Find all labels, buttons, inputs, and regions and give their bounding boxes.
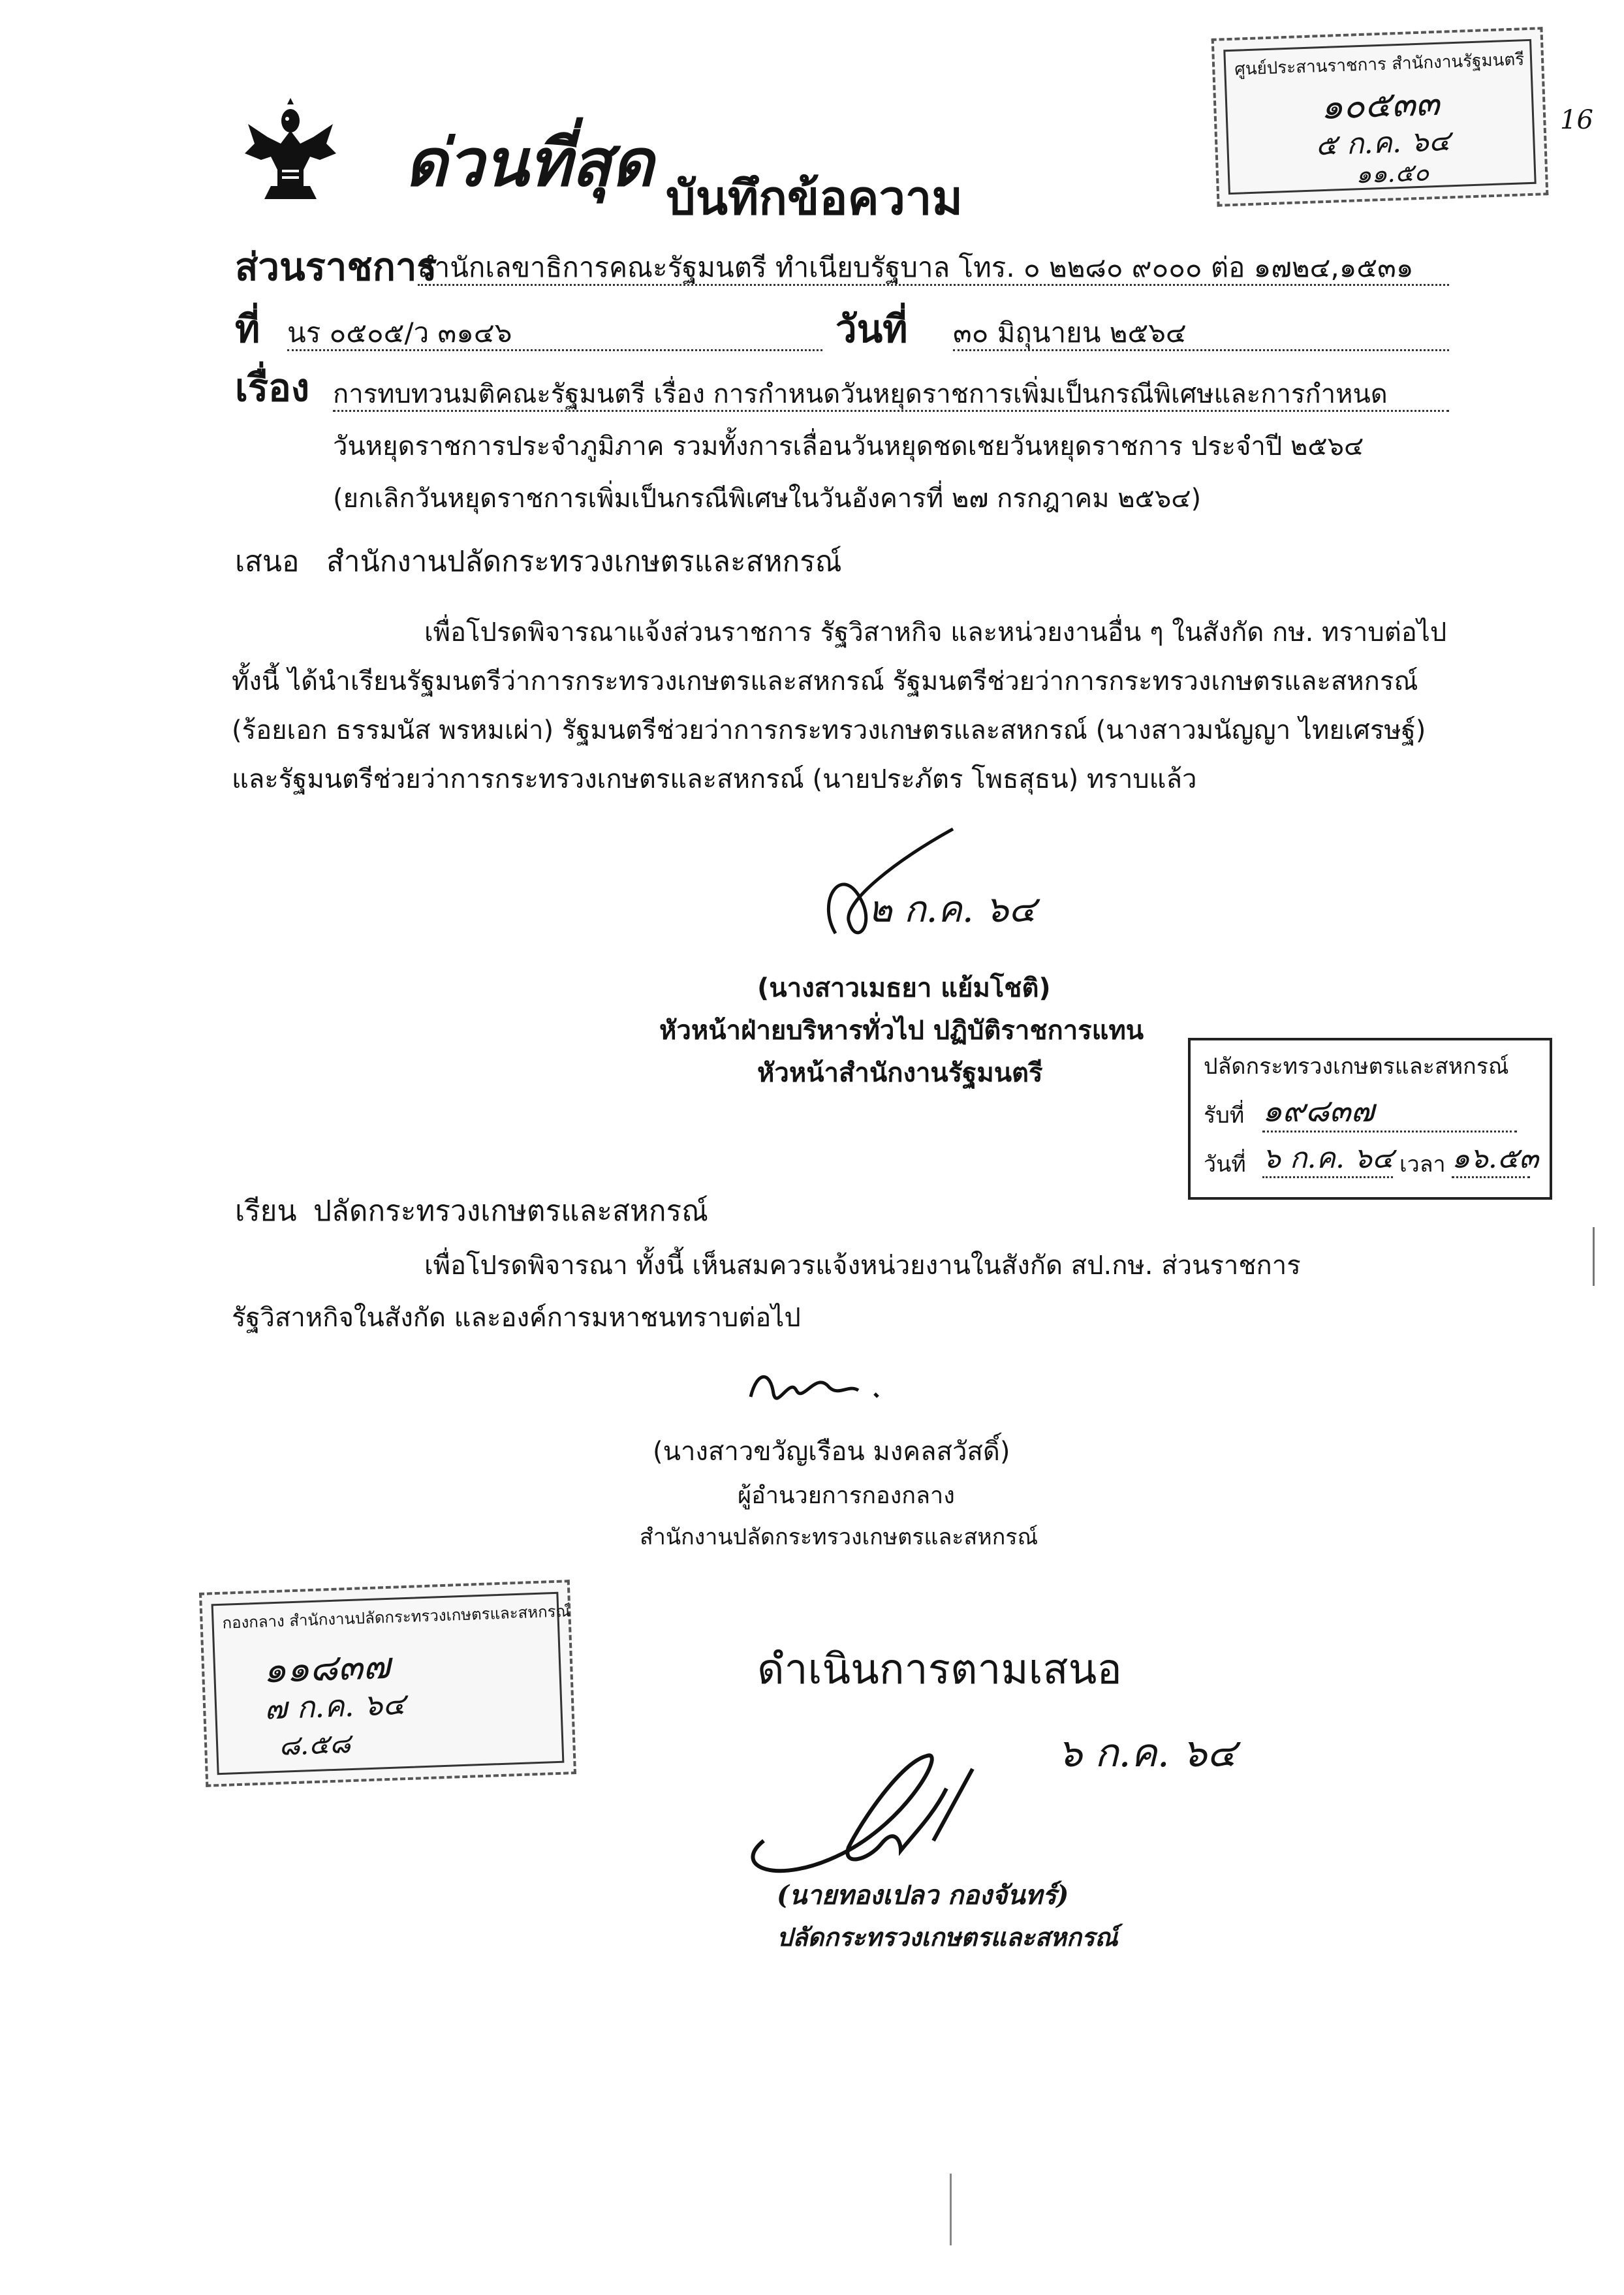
ref-value: นร ๐๕๐๕/ว ๓๑๔๖ <box>287 317 822 351</box>
date-label: วันที่ <box>835 307 908 351</box>
section1-body-2: ทั้งนี้ ได้นำเรียนรัฐมนตรีว่าการกระทรวงเกษตรและสหกรณ์ รัฐมนตรีช่วยว่าการกระทรวงเกษตรและสหกรณ์ <box>232 666 1418 696</box>
scan-mark-right <box>1593 1227 1595 1286</box>
margin-page-number: 16 <box>1560 105 1593 135</box>
stamp-bottom-office: กองกลาง สำนักงานปลัดกระทรวงเกษตรและสหกรณ์ <box>222 1602 571 1632</box>
garuda-emblem-icon <box>242 98 339 202</box>
signer-2-title-2: สำนักงานปลัดกระทรวงเกษตรและสหกรณ์ <box>640 1524 1038 1550</box>
memo-title: บันทึกข้อความ <box>666 170 963 225</box>
signer-1-title-1: หัวหน้าฝ่ายบริหารทั่วไป ปฏิบัติราชการแทน <box>659 1016 1144 1046</box>
dear-label: เรียน <box>235 1194 297 1228</box>
receipt-time-label: เวลา <box>1399 1151 1446 1178</box>
stamp-top-time: ๑๑.๕๐ <box>1355 157 1430 189</box>
receipt-box <box>1188 1038 1552 1200</box>
section1-body-3: (ร้อยเอก ธรรมนัส พรหมเผ่า) รัฐมนตรีช่วยว่าการกระทรวงเกษตรและสหกรณ์ (นางสาวมนัญญา ไทยเศรษฐ์) <box>232 715 1426 745</box>
signature-3-date: ๖ ก.ค. ๖๔ <box>1057 1730 1237 1776</box>
stamp-bottom-time: ๘.๕๘ <box>278 1727 351 1762</box>
stamp-bottom-number: ๑๑๘๓๗ <box>262 1644 391 1692</box>
receipt-time: ๑๖.๕๓ <box>1452 1142 1530 1178</box>
stamp-bottom-date: ๗ ก.ค. ๖๔ <box>264 1686 406 1726</box>
agency-label: ส่วนราชการ <box>235 245 437 289</box>
receipt-number-label: รับที่ <box>1204 1102 1245 1129</box>
ref-label: ที่ <box>235 307 260 351</box>
signature-1-date: ๒ ก.ค. ๖๔ <box>868 888 1037 931</box>
subject-label: เรื่อง <box>235 366 310 410</box>
signature-2 <box>744 1358 901 1416</box>
propose-label: เสนอ <box>235 545 300 578</box>
dear-to: ปลัดกระทรวงเกษตรและสหกรณ์ <box>313 1194 708 1228</box>
section1-body-4: และรัฐมนตรีช่วยว่าการกระทรวงเกษตรและสหกรณ์ (นายประภัตร โพธสุธน) ทราบแล้ว <box>232 764 1197 794</box>
stamp-top-number: ๑๐๕๓๓ <box>1320 82 1441 128</box>
signer-3-title: ปลัดกระทรวงเกษตรและสหกรณ์ <box>777 1922 1118 1952</box>
receipt-title: ปลัดกระทรวงเกษตรและสหกรณ์ <box>1204 1054 1509 1080</box>
stamp-top-office: ศูนย์ประสานราชการ สำนักงานรัฐมนตรี <box>1234 50 1525 80</box>
receipt-number: ๑๙๘๓๗ <box>1262 1093 1517 1132</box>
subject-line-2: วันหยุดราชการประจำภูมิภาค รวมทั้งการเลื่อนวันหยุดชดเชยวันหยุดราชการ ประจำปี ๒๕๖๔ <box>333 431 1364 461</box>
received-stamp-bottom <box>199 1580 576 1787</box>
signer-1-name: (นางสาวเมธยา แย้มโชติ) <box>757 973 1051 1003</box>
agency-value: สำนักเลขาธิการคณะรัฐมนตรี ทำเนียบรัฐบาล โทร. ๐ ๒๒๘๐ ๙๐๐๐ ต่อ ๑๗๒๔,๑๕๓๑ <box>418 251 1449 286</box>
signer-3-name: (นายทองเปลว กองจันทร์) <box>777 1880 1069 1911</box>
signature-3 <box>738 1710 1090 1880</box>
stamp-top-date: ๕ ก.ค. ๖๔ <box>1315 124 1451 163</box>
order-text: ดำเนินการตามเสนอ <box>757 1646 1122 1694</box>
receipt-date: ๖ ก.ค. ๖๔ <box>1262 1142 1393 1178</box>
scan-mark-bottom <box>950 2174 952 2245</box>
received-stamp-top <box>1211 27 1549 207</box>
signer-2-title-1: ผู้อำนวยการกองกลาง <box>738 1482 955 1509</box>
urgency-label: ด่วนที่สุด <box>405 125 654 201</box>
subject-line-1: การทบทวนมติคณะรัฐมนตรี เรื่อง การกำหนดวันหยุดราชการเพิ่มเป็นกรณีพิเศษและการกำหนด <box>333 379 1449 412</box>
section2-body-1: เพื่อโปรดพิจารณา ทั้งนี้ เห็นสมควรแจ้งหน่วยงานในสังกัด สป.กษ. ส่วนราชการ <box>424 1251 1301 1281</box>
receipt-date-label: วันที่ <box>1204 1151 1246 1178</box>
propose-to: สำนักงานปลัดกระทรวงเกษตรและสหกรณ์ <box>326 545 842 578</box>
signer-1-title-2: หัวหน้าสำนักงานรัฐมนตรี <box>757 1058 1043 1088</box>
subject-line-3: (ยกเลิกวันหยุดราชการเพิ่มเป็นกรณีพิเศษในวันอังคารที่ ๒๗ กรกฎาคม ๒๕๖๔) <box>333 484 1202 514</box>
signer-2-name: (นางสาวขวัญเรือน มงคลสวัสดิ์) <box>653 1437 1010 1467</box>
section2-body-2: รัฐวิสาหกิจในสังกัด และองค์การมหาชนทราบต่อไป <box>232 1303 801 1333</box>
date-value: ๓๐ มิถุนายน ๒๕๖๔ <box>953 317 1449 351</box>
section1-body-1: เพื่อโปรดพิจารณาแจ้งส่วนราชการ รัฐวิสาหกิจ และหน่วยงานอื่น ๆ ในสังกัด กษ. ทราบต่อไป <box>424 617 1447 648</box>
